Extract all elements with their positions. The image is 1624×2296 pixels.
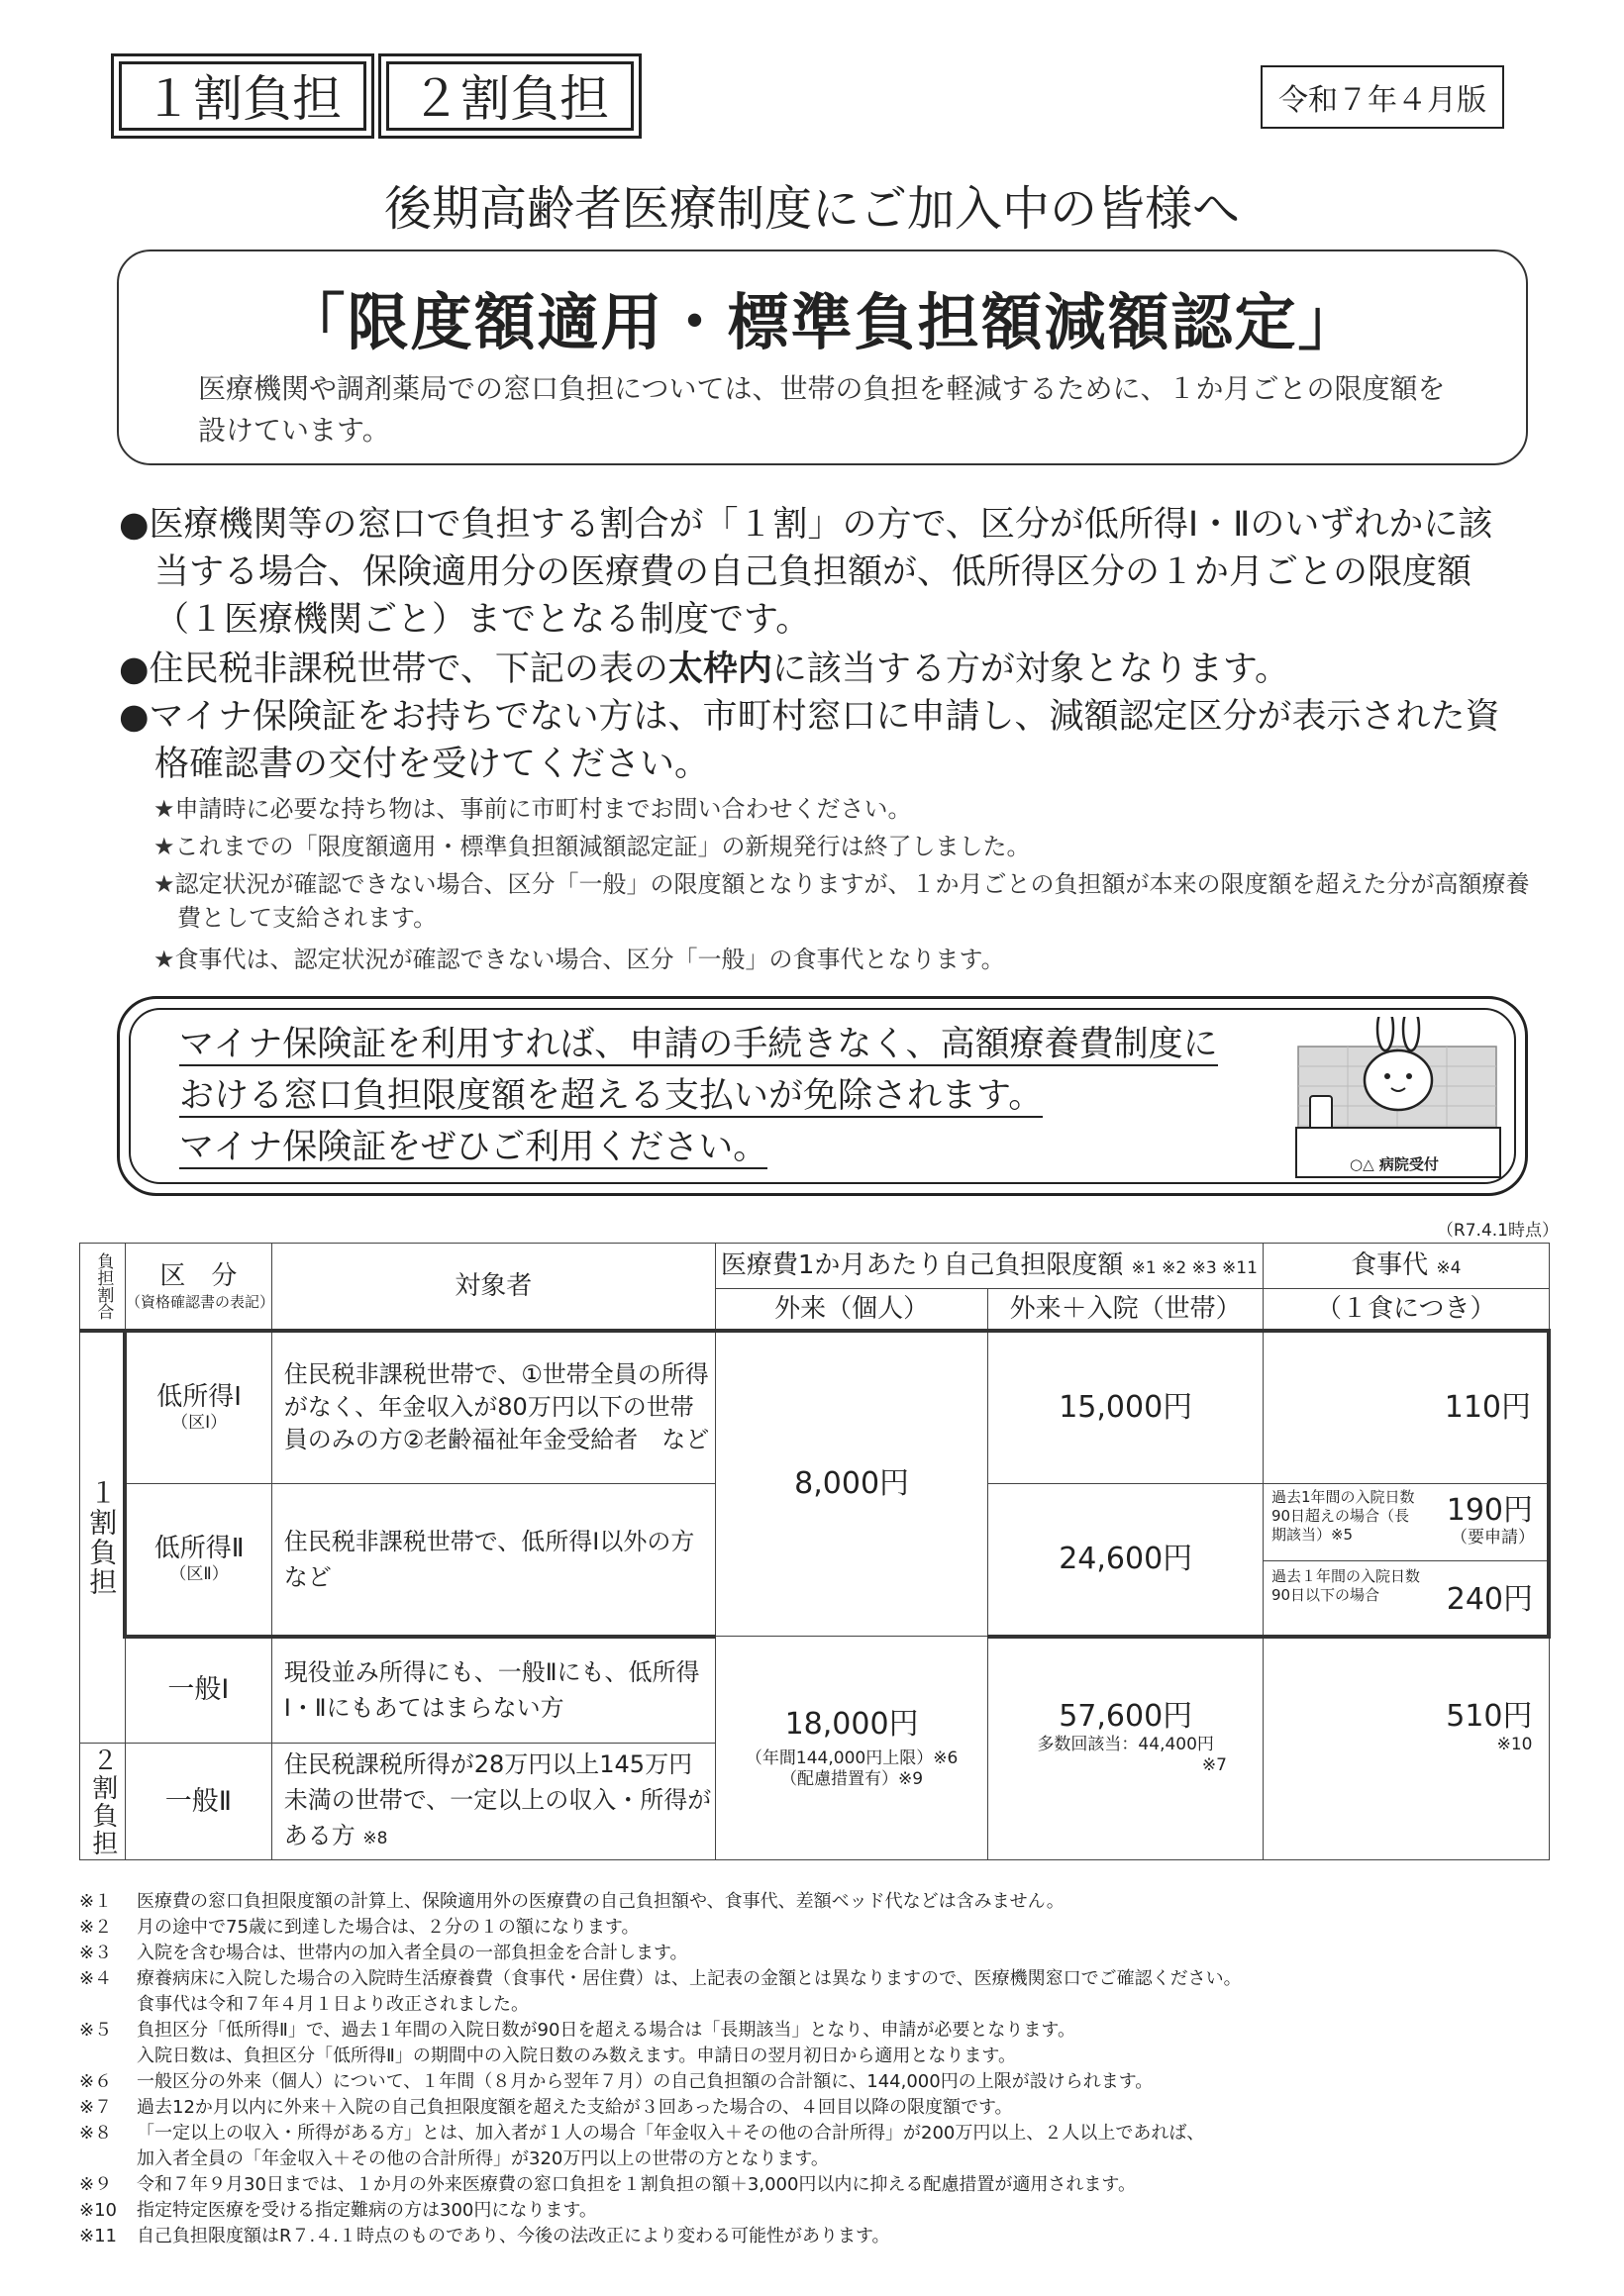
shokuji-long-label: 過去1年間の入院日数90日超えの場合（長期該当）※5 <box>1270 1488 1415 1544</box>
header-ratio <box>80 1244 126 1331</box>
note-4 <box>79 1966 1555 1992</box>
taisho-ippan2 <box>271 1744 715 1860</box>
note-10-key: ※10 <box>79 2200 117 2221</box>
note-4b <box>79 1992 1555 2018</box>
gairai-ippan-note2: （配慮措置有）※9 <box>780 1769 924 1790</box>
note-4b-key <box>79 1992 137 2018</box>
note-11 <box>79 2224 1555 2249</box>
shokuji-short-price: 240円 <box>1446 1582 1533 1617</box>
gairai-ippan <box>715 1637 988 1860</box>
note-8b-text: 加入者全員の「年金収入＋その他の合計所得」が320万円以上の世帯の方となります。 <box>137 2148 829 2169</box>
header-kubun-text: 区 分 <box>159 1261 238 1292</box>
bullet-2-post: に該当する方が対象となります。 <box>771 649 1290 689</box>
ratio-1wari-text: １割負担 <box>85 1477 119 1597</box>
note-7-text: 過去12か月以内に外来＋入院の自己負担限度額を超えた支給が３回あった場合の、４回目以降の限度額です。 <box>137 2097 1013 2118</box>
note-6-key: ※６ <box>79 2071 113 2092</box>
bullet-2 <box>119 646 1525 693</box>
bullet-2-bold: 太枠内 <box>667 649 772 689</box>
myna-box <box>117 996 1528 1196</box>
note-8-key: ※８ <box>79 2123 113 2144</box>
nyuin-low1: 15,000円 <box>988 1331 1264 1484</box>
gairai-ippan-note1: （年間144,000円上限）※6 <box>745 1748 959 1768</box>
myna-line-2 <box>179 1072 1043 1120</box>
taisho-ippan2-note: ※8 <box>362 1829 388 1848</box>
note-5-key: ※５ <box>79 2020 113 2041</box>
note-1-key: ※１ <box>79 1891 113 1912</box>
shokuji-short <box>1263 1561 1549 1637</box>
star-1: ★申請時に必要な持ち物は、事前に市町村までお問い合わせください。 <box>153 795 912 823</box>
shokuji-long-price: 190円 <box>1446 1493 1533 1528</box>
note-10-text: 指定特定医療を受ける指定難病の方は300円になります。 <box>137 2200 597 2221</box>
header-shokuji-text: 食事代 <box>1351 1250 1429 1281</box>
header-gendo-notes: ※1 ※2 ※3 ※11 <box>1131 1258 1258 1279</box>
nyuin-ippan-note: 多数回該当：44,400円 <box>1037 1735 1214 1754</box>
note-8-text: 「一定以上の収入・所得がある方」とは、加入者が１人の場合「年金収入＋その他の合計所得」が200万円以上、２人以上であれば、 <box>137 2123 1205 2144</box>
note-8b <box>79 2146 1555 2172</box>
footnotes <box>79 1889 1555 2249</box>
note-7 <box>79 2095 1555 2121</box>
taisho-low2: 住民税非課税世帯で、低所得Ⅰ以外の方など <box>271 1484 715 1637</box>
myna-line-1-text: マイナ保険証を利用すれば、申請の手続きなく、高額療養費制度に <box>179 1025 1218 1064</box>
fee-table <box>79 1243 1551 1860</box>
shokuji-long <box>1263 1484 1549 1561</box>
kubun-low2-text: 低所得Ⅱ <box>153 1533 245 1563</box>
header-ichishoku: （１食につき） <box>1263 1289 1549 1331</box>
bullet-3: ●マイナ保険証をお持ちでない方は、市町村窓口に申請し、減額認定区分が表示された資格確認書の交付を受けてください。 <box>119 697 1500 784</box>
star-4: ★食事代は、認定状況が確認できない場合、区分「一般」の食事代となります。 <box>153 946 1005 973</box>
header-kubun-sub: （資格確認書の表記） <box>125 1292 274 1311</box>
kubun-low1-sub: （区Ⅰ） <box>171 1413 228 1434</box>
note-2 <box>79 1915 1555 1941</box>
note-8 <box>79 2121 1555 2146</box>
shokuji-ippan-value: 510円 <box>1446 1698 1533 1734</box>
myna-line-2-text: おける窓口負担限度額を超える支払いが免除されます。 <box>179 1076 1044 1116</box>
note-11-text: 自己負担限度額はR７.４.１時点のものであり、今後の法改正により変わる可能性があります。 <box>137 2226 890 2246</box>
note-6 <box>79 2069 1555 2095</box>
title-box <box>117 250 1528 465</box>
ratio-2wari <box>80 1744 126 1860</box>
star-2: ★これまでの「限度額適用・標準負担額減額認定証」の新規発行は終了しました。 <box>153 833 1031 860</box>
table-as-of: （R7.4.1時点） <box>1436 1221 1559 1241</box>
bullet-1: ●医療機関等の窓口で負担する割合が「１割」の方で、区分が低所得Ⅰ・Ⅱのいずれかに該当する場合、保険適用分の医療費の自己負担額が、低所得区分の１か月ごとの限度額（１医療機関ごと）までとなる制度です。 <box>119 505 1493 640</box>
note-5b-key <box>79 2044 137 2069</box>
note-5-text: 負担区分「低所得Ⅱ」で、過去１年間の入院日数が90日を超える場合は「長期該当」となり、申請が必要となります。 <box>137 2020 1075 2041</box>
lead-text: 医療機関や調剤薬局での窓口負担については、世帯の負担を軽減するために、１か月ごとの限度額を設けています。 <box>198 372 1446 447</box>
note-4-key: ※４ <box>79 1968 113 1989</box>
shokuji-ippan <box>1263 1637 1549 1860</box>
note-10 <box>79 2198 1555 2224</box>
gairai-low: 8,000円 <box>715 1331 988 1637</box>
tag-1wari: １割負担 <box>119 61 366 131</box>
note-1-text: 医療費の窓口負担限度額の計算上、保険適用外の医療費の自己負担額や、食事代、差額ベッド代などは含みません。 <box>137 1891 1065 1912</box>
header-ratio-text: 負担割合 <box>93 1251 114 1320</box>
shokuji-short-label: 過去１年間の入院日数90日以下の場合 <box>1270 1567 1420 1604</box>
note-4-text: 療養病床に入院した場合の入院時生活療養費（食事代・居住費）は、上記表の金額とは異なりますので、医療機関窓口でご確認ください。 <box>137 1968 1242 1989</box>
kubun-low2-sub: （区Ⅱ） <box>169 1564 229 1585</box>
header-gendo <box>715 1244 1263 1289</box>
note-6-text: 一般区分の外来（個人）について、１年間（８月から翌年７月）の自己負担額の合計額に、144,000円の上限が設けられます。 <box>137 2071 1154 2092</box>
header-kubun <box>125 1244 274 1331</box>
myna-line-3 <box>179 1124 767 1171</box>
kubun-low1 <box>125 1331 271 1484</box>
note-4b-text: 食事代は令和７年４月１日より改正されました。 <box>137 1994 529 2015</box>
ratio-1wari <box>80 1331 126 1744</box>
taisho-ippan2-text: 住民税課税所得が28万円以上145万円未満の世帯で、一定以上の収入・所得がある方 <box>283 1750 712 1849</box>
note-5 <box>79 2018 1555 2044</box>
header-shokuji <box>1263 1244 1549 1289</box>
nyuin-ippan-note2: ※7 <box>1201 1755 1227 1776</box>
header-gendo-text: 医療費1か月あたり自己負担限度額 <box>720 1250 1124 1281</box>
nyuin-ippan <box>988 1637 1264 1860</box>
shokuji-low1: 110円 <box>1263 1331 1549 1484</box>
note-3-key: ※３ <box>79 1943 113 1963</box>
shokuji-long-note: （要申請） <box>1451 1528 1535 1547</box>
note-7-key: ※７ <box>79 2097 113 2118</box>
gairai-ippan-value: 18,000円 <box>784 1706 919 1742</box>
kubun-ippan1: 一般Ⅰ <box>125 1637 271 1744</box>
tag-2wari: ２割負担 <box>386 61 634 131</box>
header-shokuji-note: ※4 <box>1436 1258 1462 1279</box>
nyuin-low2: 24,600円 <box>988 1484 1264 1637</box>
note-2-text: 月の途中で75歳に到達した場合は、２分の１の額になります。 <box>137 1917 640 1938</box>
kubun-ippan2: 一般Ⅱ <box>125 1744 271 1860</box>
page-title: 「限度額適用・標準負担額減額認定」 <box>283 286 1362 358</box>
header-taisho: 対象者 <box>271 1244 715 1331</box>
myna-line-1 <box>179 1021 1218 1068</box>
note-3 <box>79 1941 1555 1966</box>
nyuin-ippan-value: 57,600円 <box>1059 1698 1193 1734</box>
note-8b-key <box>79 2146 137 2172</box>
edition-label: 令和７年４月版 <box>1261 65 1504 129</box>
shokuji-ippan-note: ※10 <box>1496 1735 1533 1754</box>
note-5b <box>79 2044 1555 2069</box>
note-9-key: ※９ <box>79 2174 113 2195</box>
counter-label: ○△ 病院受付 <box>1350 1155 1439 1173</box>
note-9 <box>79 2172 1555 2198</box>
taisho-ippan1: 現役並み所得にも、一般Ⅱにも、低所得Ⅰ・Ⅱにもあてはまらない方 <box>271 1637 715 1744</box>
mynachan-illustration <box>1288 1017 1506 1185</box>
note-5b-text: 入院日数は、負担区分「低所得Ⅱ」の期間中の入院日数のみ数えます。申請日の翌月初日から適用となります。 <box>137 2046 1016 2066</box>
kubun-low1-text: 低所得Ⅰ <box>156 1381 242 1412</box>
ratio-2wari-text: ２割負担 <box>87 1746 118 1857</box>
page-heading: 後期高齢者医療制度にご加入中の皆様へ <box>383 181 1240 237</box>
star-3: ★認定状況が確認できない場合、区分「一般」の限度額となりますが、１か月ごとの負担額が本来の限度額を超えた分が高額療養費として支給されます。 <box>153 870 1530 932</box>
note-2-key: ※２ <box>79 1917 113 1938</box>
note-1 <box>79 1889 1555 1915</box>
note-9-text: 令和７年９月30日までは、１か月の外来医療費の窓口負担を１割負担の額＋3,000円以内に抑える配慮措置が適用されます。 <box>137 2174 1136 2195</box>
kubun-low2 <box>125 1484 271 1637</box>
bullet-2-pre: ●住民税非課税世帯で、下記の表の <box>119 649 668 689</box>
taisho-low1: 住民税非課税世帯で、①世帯全員の所得がなく、年金収入が80万円以下の世帯員のみの方②老齢福祉年金受給者 など <box>271 1331 715 1484</box>
note-11-key: ※11 <box>79 2226 117 2246</box>
header-nyuin: 外来＋入院（世帯） <box>988 1289 1264 1331</box>
note-3-text: 入院を含む場合は、世帯内の加入者全員の一部負担金を合計します。 <box>137 1943 688 1963</box>
myna-line-3-text: マイナ保険証をぜひご利用ください。 <box>179 1128 768 1167</box>
header-gairai: 外来（個人） <box>715 1289 988 1331</box>
